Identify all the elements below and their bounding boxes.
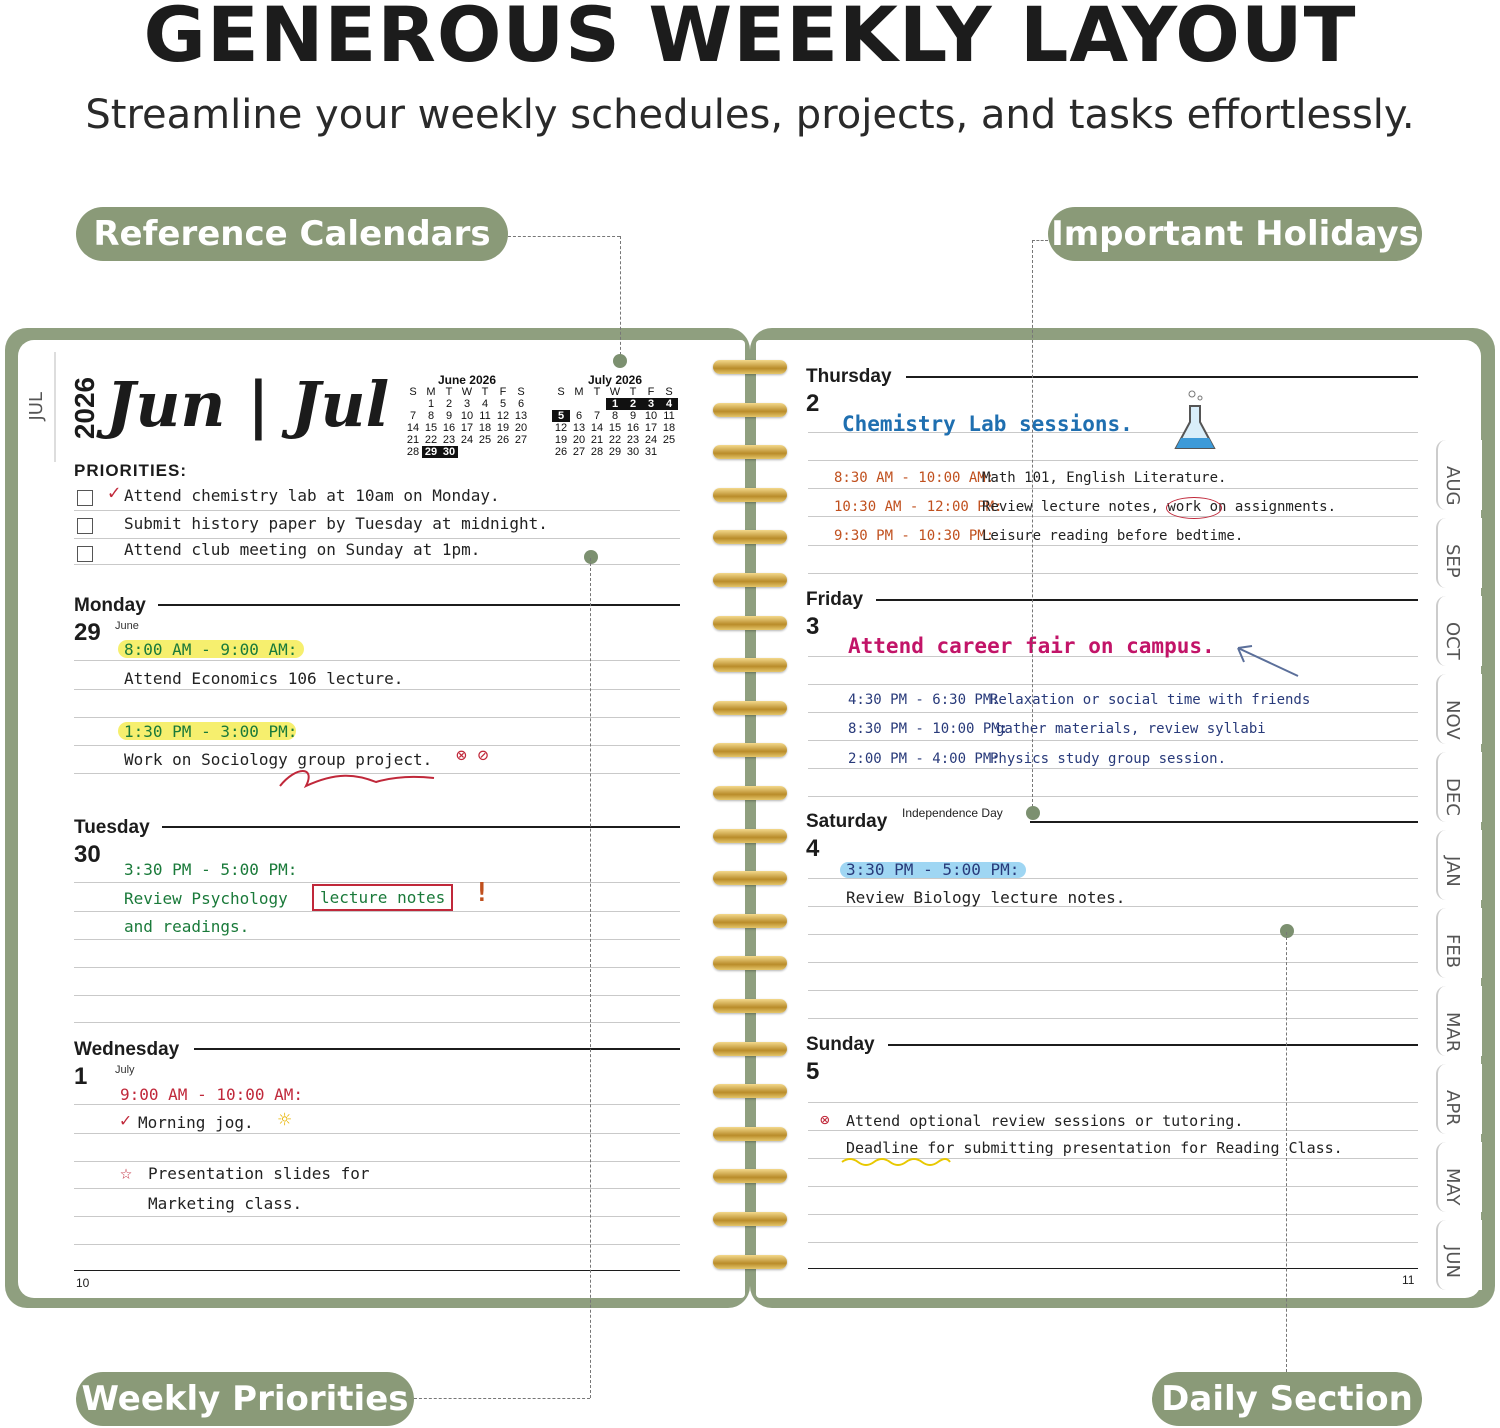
thursday-note-2: Review lecture notes, work on assignments. [982,499,1337,515]
day-number-tuesday: 30 [74,841,101,868]
priority-checkbox-1[interactable] [77,490,93,506]
friday-note-2: gather materials, review syllabi [996,721,1266,737]
holiday-label: Independence Day [902,806,1003,820]
callout-reference-calendars: Reference Calendars [76,207,508,261]
line [808,962,1418,963]
line [808,516,1418,517]
sunday-note-2: Deadline for submitting presentation for Reading Class. [846,1139,1343,1157]
month-tab-label: DEC [1442,778,1463,816]
spiral-ring [713,445,787,459]
sun-icon: ☼ [278,1108,292,1133]
saturday-note-1: Review Biology lecture notes. [846,888,1126,907]
line [808,796,1418,797]
exclamation-icon: ! [474,878,490,908]
month-tab-label: APR [1442,1090,1463,1126]
spiral-ring [713,573,787,587]
priority-item-3: Attend club meeting on Sunday at 1pm. [124,540,481,559]
line [808,684,1418,685]
line [808,1018,1418,1019]
day-divider [888,1044,1418,1046]
spiral-ring [713,360,787,374]
mini-calendar-june [404,374,530,458]
friday-time-1: 4:30 PM - 6:30 PM: [848,692,1000,708]
day-number-wednesday: 1 [74,1063,88,1090]
wednesday-note-2a: Presentation slides for [148,1164,370,1183]
spiral-ring [713,999,787,1013]
doodle-icon: ⊗ [820,1110,830,1129]
line [808,1186,1418,1187]
mini-calendar-july-title: July 2026 [587,373,643,387]
thursday-time-2: 10:30 AM - 12:00 PM: [834,499,1003,515]
arrow-icon [1230,640,1302,684]
spiral-ring [713,743,787,757]
spiral-ring [713,1212,787,1226]
thursday-headline: Chemistry Lab sessions. [842,412,1133,436]
connector-line [1032,240,1033,812]
wavy-underline [840,1156,952,1168]
day-number-monday: 29 [74,619,101,646]
month-tab-jul-label: JUL [26,392,47,421]
connector-dot [1026,806,1040,820]
line [808,934,1418,935]
day-divider [876,599,1418,601]
month-tab-label: SEP [1442,544,1463,578]
mini-calendar-june-grid: S M T W T F S 1 2 3 4 5 6 7 8 9 10 11 12 13 14 15 16 17 18 19 20 21 22 23 24 25 26 27 28 29 30 [406,386,528,458]
spiral-ring [713,616,787,630]
page-number-left: 10 [76,1276,90,1290]
friday-note-3: Physics study group session. [990,751,1227,767]
monday-note-1: Attend Economics 106 lecture. [124,669,404,688]
day-number-sunday: 5 [806,1058,820,1085]
spiral-ring [713,914,787,928]
spiral-ring [713,530,787,544]
spiral-ring [713,488,787,502]
spiral-ring [713,786,787,800]
day-number-thursday: 2 [806,390,820,417]
line [808,1130,1418,1131]
callout-daily-section: Daily Section [1152,1372,1422,1426]
connector-line [1286,932,1287,1372]
mini-calendar-june-title: June 2026 [437,373,497,387]
month-tab-label: JAN [1442,856,1463,887]
doodle-icon: ⊗ ⊘ [456,745,489,766]
callout-important-holidays: Important Holidays [1048,207,1422,261]
tuesday-note-1a: Review Psychology [124,889,288,908]
month-tab-label: JUN [1442,1246,1463,1278]
spiral-ring [713,403,787,417]
day-divider [162,826,680,828]
day-label-sunday: Sunday [806,1034,875,1055]
thursday-time-1: 8:30 AM - 10:00 AM: [834,470,995,486]
mini-calendar-july-grid: S M T W T F S 1 2 3 4 5 6 7 8 9 10 11 12 13 14 15 16 17 18 19 20 21 22 23 24 25 26 27 28 29 30 31 [552,386,678,458]
month-tab-label: MAY [1442,1168,1463,1206]
priority-rule [74,510,680,511]
line [808,545,1418,546]
scribble-underline [276,764,438,794]
year-label: 2026 [69,376,100,440]
checkmark-icon: ✓ [108,480,121,504]
connector-dot [1280,924,1294,938]
priorities-label: PRIORITIES: [74,461,188,480]
month-title: Jun | Jul [106,368,390,441]
spiral-ring [713,829,787,843]
spiral-ring [713,658,787,672]
tuesday-note-1b: lecture notes [312,884,453,911]
connector-line [508,236,620,237]
priority-checkbox-2[interactable] [77,518,93,534]
wednesday-note-2b: Marketing class. [148,1194,303,1213]
thursday-time-3: 9:30 PM - 10:30 PM: [834,528,995,544]
sunday-note-1: Attend optional review sessions or tutoring. [846,1112,1244,1130]
line [808,460,1418,461]
connector-line [590,558,591,1398]
page-number-right: 11 [1402,1273,1415,1287]
spiral-ring [713,1255,787,1269]
tuesday-note-1c: and readings. [124,917,250,936]
line [808,712,1418,713]
wednesday-time-1: 9:00 AM - 10:00 AM: [120,1085,304,1104]
flask-icon [1170,388,1220,458]
connector-line [414,1398,590,1399]
monday-time-1: 8:00 AM - 9:00 AM: [124,640,298,659]
priority-item-1: Attend chemistry lab at 10am on Monday. [124,486,500,505]
day-label-wednesday: Wednesday [74,1039,180,1060]
circle-annotation [1166,497,1222,519]
day-label-monday: Monday [74,595,146,616]
friday-headline: Attend career fair on campus. [848,634,1215,658]
saturday-time-1: 3:30 PM - 5:00 PM: [846,860,1020,879]
day-divider [906,376,1418,378]
wednesday-note-1: Morning jog. [138,1113,254,1132]
line [808,1102,1418,1103]
spiral-ring [713,1084,787,1098]
day-divider [194,1048,680,1050]
line [808,488,1418,489]
day-number-saturday: 4 [806,835,820,862]
month-tab-label: NOV [1442,700,1463,740]
friday-note-1: Relaxation or social time with friends [990,692,1311,708]
mini-calendar-july [552,374,678,458]
spiral-ring [713,956,787,970]
page-bottom-rule [808,1268,1418,1269]
day-label-saturday: Saturday [806,811,888,832]
spiral-ring [713,1042,787,1056]
spiral-ring [713,871,787,885]
day-divider [1030,821,1418,823]
connector-dot [613,354,627,368]
monday-time-2: 1:30 PM - 3:00 PM: [124,722,298,741]
spiral-ring [713,1169,787,1183]
line [808,573,1418,574]
line [808,990,1418,991]
spiral-ring [713,1127,787,1141]
line [808,768,1418,769]
star-icon: ☆ [120,1160,133,1184]
line [808,1242,1418,1243]
priority-rule [74,538,680,539]
spiral-ring [713,701,787,715]
subheadline: Streamline your weekly schedules, projects, and tasks effortlessly. [85,92,1415,138]
day-number-friday: 3 [806,613,820,640]
day-month-monday: June [115,620,139,632]
thursday-note-3: Leisure reading before bedtime. [982,528,1244,544]
monday-note-2: Work on Sociology group project. [124,750,433,769]
day-divider [158,604,680,606]
month-tab-label: FEB [1442,934,1463,969]
priority-checkbox-3[interactable] [77,546,93,562]
checkmark-icon: ✓ [120,1110,131,1131]
headline: GENEROUS WEEKLY LAYOUT [143,0,1357,79]
day-label-friday: Friday [806,589,864,610]
line [808,740,1418,741]
priority-item-2: Submit history paper by Tuesday at midnight. [124,514,548,533]
month-tab-label: AUG [1442,466,1463,506]
day-month-wednesday: July [115,1064,135,1076]
day-label-thursday: Thursday [806,366,892,387]
tuesday-time-1: 3:30 PM - 5:00 PM: [124,860,298,879]
month-tab-label: MAR [1442,1012,1463,1053]
connector-line [620,236,621,360]
day-label-tuesday: Tuesday [74,817,150,838]
month-tab-label: OCT [1442,622,1463,660]
thursday-note-1: Math 101, English Literature. [982,470,1227,486]
connector-dot [584,550,598,564]
friday-time-2: 8:30 PM - 10:00 PM: [848,721,1009,737]
line [808,1214,1418,1215]
friday-time-3: 2:00 PM - 4:00 PM: [848,751,1000,767]
connector-line [1032,240,1048,241]
callout-weekly-priorities: Weekly Priorities [76,1372,414,1426]
